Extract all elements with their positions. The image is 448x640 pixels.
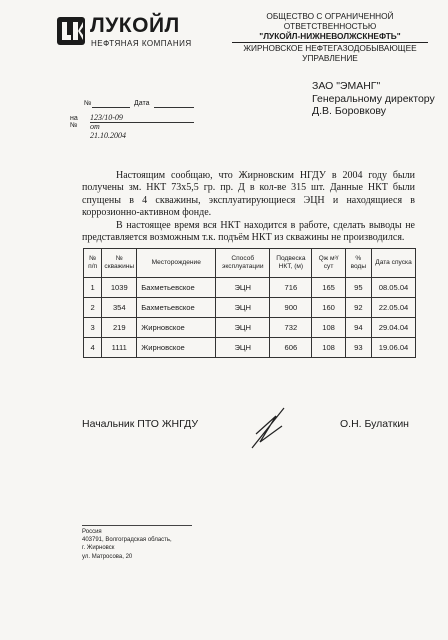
signature-scribble-icon [246, 404, 290, 452]
table-cell: 92 [345, 298, 371, 318]
addressee-name: Д.В. Боровкову [312, 105, 387, 117]
footer-postal: 403791, Волгоградская область, [82, 537, 172, 544]
table-cell: Жирновское [137, 318, 216, 338]
number-line [92, 107, 130, 108]
table-cell: 1039 [102, 278, 137, 298]
table-row [84, 298, 416, 318]
table-row [84, 338, 416, 358]
table-cell: ЭЦН [216, 338, 270, 358]
body-paragraph-2: В настоящее время вся НКТ находится в работе, сделать выводы не представляется возможным т.к. подъём НКТ из скважины не производился. [82, 219, 415, 244]
header-cell: Способ эксплуатации [216, 249, 270, 278]
signatory-name: О.Н. Булаткин [340, 418, 409, 430]
table-cell: 2 [84, 298, 102, 318]
table-cell: 3 [84, 318, 102, 338]
org-line-4: УПРАВЛЕНИЕ [302, 53, 358, 64]
footer-city: г. Жирновск [82, 545, 115, 552]
footer-street: ул. Матросова, 20 [82, 553, 133, 560]
table-cell: 219 [102, 318, 137, 338]
table-cell: Жирновское [137, 338, 216, 358]
table-cell: 732 [270, 318, 312, 338]
table-cell: 716 [270, 278, 312, 298]
table-cell: 165 [312, 278, 345, 298]
table-cell: 108 [312, 318, 345, 338]
reference-label: на № [70, 115, 78, 129]
number-label: № [84, 100, 92, 107]
header-cell: № скважины [102, 249, 137, 278]
table-cell: ЭЦН [216, 318, 270, 338]
table-cell: 95 [345, 278, 371, 298]
footer-divider [82, 525, 192, 526]
letter-body [82, 170, 415, 244]
addressee-title: Генеральному директору [312, 92, 435, 105]
table-row [84, 278, 416, 298]
organization-header [232, 12, 428, 64]
reference-value: 123/10-09 от 21.10.2004 [90, 113, 126, 140]
footer-address [82, 528, 172, 561]
header-cell: Дата спуска [372, 249, 416, 278]
table-row [84, 318, 416, 338]
table-header-row [84, 249, 416, 278]
table-cell: 606 [270, 338, 312, 358]
table-cell: 19.06.04 [372, 338, 416, 358]
header-cell: Подвеска НКТ, (м) [270, 249, 312, 278]
company-logo [56, 14, 226, 54]
table-cell: 22.05.04 [372, 298, 416, 318]
table-cell: 94 [345, 318, 371, 338]
table-cell: ЭЦН [216, 278, 270, 298]
table-cell: 1 [84, 278, 102, 298]
lukoil-logo-icon [56, 16, 86, 46]
header-cell: Qж м³/сут [312, 249, 345, 278]
table-cell: 29.04.04 [372, 318, 416, 338]
table-cell: ЭЦН [216, 298, 270, 318]
org-line-2: "ЛУКОЙЛ-НИЖНЕВОЛЖСКНЕФТЬ" [259, 30, 401, 41]
addressee-block [312, 80, 435, 118]
table-cell: 4 [84, 338, 102, 358]
table-cell: 93 [345, 338, 371, 358]
table-cell: Бахметьевское [137, 278, 216, 298]
date-line [154, 107, 194, 108]
addressee-company: ЗАО "ЭМАНГ" [312, 80, 381, 92]
header-cell: % воды [345, 249, 371, 278]
date-label: Дата [134, 100, 150, 107]
org-line-3: ЖИРНОВСКОЕ НЕФТЕГАЗОДОБЫВАЮЩЕЕ [243, 43, 417, 54]
wells-table [83, 248, 416, 358]
table-cell: Бахметьевское [137, 298, 216, 318]
header-cell: № п/п [84, 249, 102, 278]
header-cell: Месторождение [137, 249, 216, 278]
logo-brand: ЛУКОЙЛ [90, 14, 180, 37]
footer-country: Россия [82, 529, 102, 535]
logo-subtitle: НЕФТЯНАЯ КОМПАНИЯ [91, 39, 192, 48]
table-cell: 900 [270, 298, 312, 318]
table-cell: 354 [102, 298, 137, 318]
signatory-position: Начальник ПТО ЖНГДУ [82, 418, 199, 430]
org-line-1: ОБЩЕСТВО С ОГРАНИЧЕННОЙ ОТВЕТСТВЕННОСТЬЮ [266, 11, 394, 31]
table-cell: 1111 [102, 338, 137, 358]
table-cell: 108 [312, 338, 345, 358]
table-cell: 08.05.04 [372, 278, 416, 298]
table-cell: 160 [312, 298, 345, 318]
body-paragraph-1: Настоящим сообщаю, что Жирновским НГДУ в 2004 году были получены зм. НКТ 73х5,5 гр. пр. Д в кол-ве 315 шт. Данные НКТ были спущены в 4 скважины, эксплуатирующиеся ЭЦН и находящиеся в коррозионно-активном фонде. [82, 170, 415, 219]
